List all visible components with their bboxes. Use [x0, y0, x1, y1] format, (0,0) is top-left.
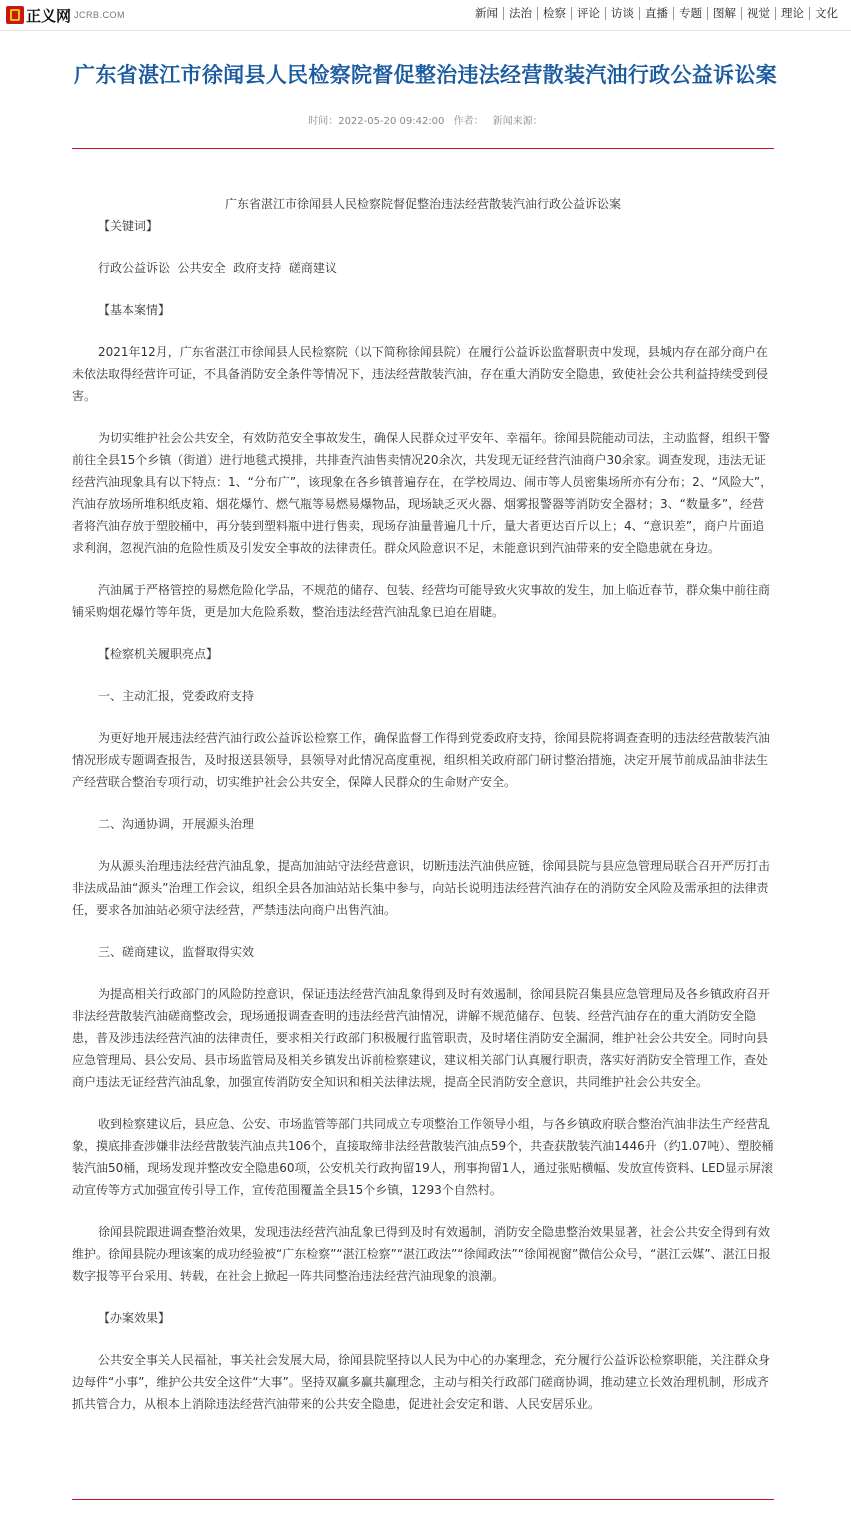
nav-item-graphics[interactable]: 图解: [707, 7, 741, 20]
keywords-text: 行政公益诉讼 公共安全 政府支持 磋商建议: [98, 261, 337, 275]
nav-item-commentary[interactable]: 评论: [571, 7, 605, 20]
meta-source: 新闻来源：: [492, 116, 543, 127]
heading-performance: 【检察机关履职亮点】: [98, 647, 219, 661]
section-heading-2: 二、沟通协调，开展源头治理: [98, 817, 255, 831]
nav-item-topics[interactable]: 专题: [673, 7, 707, 20]
title-divider: [72, 148, 774, 149]
nav-item-culture[interactable]: 文化: [809, 7, 843, 20]
paragraph-8: 徐闻县院跟进调查整治效果，发现违法经营汽油乱象已得到及时有效遏制，消防安全隐患整治效果显著，社会公共安全得到有效维护。徐闻县院办理该案的成功经验被“广东检察”“湛江检察”“湛江政法”“徐闻政法”“徐闻视窗”微信公众号，“湛江云媒”、湛江日报数字报等平台采用、转载，在社会上掀起一阵共同整治违法经营汽油现象的浪潮。: [72, 1225, 771, 1283]
heading-basic-facts: 【基本案情】: [98, 303, 171, 317]
logo-icon: [6, 6, 24, 24]
meta-time: 时间：2022-05-20 09:42:00: [308, 116, 445, 127]
paragraph-7: 收到检察建议后，县应急、公安、市场监管等部门共同成立专项整治工作领导小组，与各乡镇政府联合整治汽油非法生产经营乱象，摸底排查涉嫌非法经营散装汽油点共106个，直接取缔非法经营散装汽油点59个，共查获散装汽油1446升（约1.07吨）、塑胶桶装汽油50桶，现场发现并整改安全隐患60项，公安机关行政拘留19人，刑事拘留1人，通过张贴横幅、发放宣传资料、LED显示屏滚动宣传等方式加强宣传引导工作，宣传范围覆盖全县15个乡镇，1293个自然村。: [72, 1117, 774, 1197]
article-subtitle: 广东省湛江市徐闻县人民检察院督促整治违法经营散装汽油行政公益诉讼案: [224, 197, 621, 211]
paragraph-4: 为更好地开展违法经营汽油行政公益诉讼检察工作，确保监督工作得到党委政府支持，徐闻县院将调查查明的违法经营散装汽油情况形成专题调查报告，及时报送县领导，县领导对此情况高度重视，组织相关政府部门研讨整治措施，决定开展节前成品油非法生产经营联合整治专项行动，切实维护社会公共安全，保障人民群众的生命财产安全。: [72, 731, 771, 789]
top-bar: [0, 0, 851, 31]
nav-item-law[interactable]: 法治: [503, 7, 537, 20]
nav-item-live[interactable]: 直播: [639, 7, 673, 20]
paragraph-2: 为切实维护社会公共安全，有效防范安全事故发生，确保人民群众过平安年、幸福年。徐闻县院能动司法，主动监督，组织干警前往全县15个乡镇（街道）进行地毯式摸排，共排查汽油售卖情况20余次，共发现无证经营汽油商户30余家。调查发现，违法无证经营汽油现象具有以下特点：1、“分布广”，该现象在各乡镇普遍存在，在学校周边、闹市等人员密集场所亦有分布；2、“风险大”，汽油存放场所堆积纸皮箱、烟花爆竹、燃气瓶等易燃易爆物品，现场缺乏灭火器、烟雾报警器等消防安全器材；3、“数量多”，经营者将汽油存放于塑胶桶中，再分装到塑料瓶中进行售卖，现场存油量普遍几十斤，量大者更达百斤以上；4、“意识差”，商户片面追求利润，忽视汽油的危险性质及引发安全事故的法律责任。群众风险意识不足，未能意识到汽油带来的安全隐患就在身边。: [72, 431, 773, 555]
logo-domain: JCRB.COM: [74, 10, 126, 20]
footer-divider: [72, 1499, 774, 1500]
heading-effect: 【办案效果】: [98, 1311, 171, 1325]
meta-author: 作者：: [453, 116, 484, 127]
nav-item-interview[interactable]: 访谈: [605, 7, 639, 20]
paragraph-3: 汽油属于严格管控的易燃危险化学品，不规范的储存、包装、经营均可能导致火灾事故的发生，加上临近春节，群众集中前往商铺采购烟花爆竹等年货，更是加大危险系数，整治违法经营汽油乱象已迫在眉睫。: [72, 583, 771, 619]
paragraph-9: 公共安全事关人民福祉，事关社会发展大局，徐闻县院坚持以人民为中心的办案理念，充分履行公益诉讼检察职能，关注群众身边每件“小事”，维护公共安全这件“大事”。坚持双赢多赢共赢理念，主动与相关行政部门磋商协调，推动建立长效治理机制，形成齐抓共管合力，从根本上消除违法经营汽油带来的公共安全隐患，促进社会安定和谐、人民安居乐业。: [72, 1353, 771, 1411]
site-logo[interactable]: [6, 4, 125, 26]
section-heading-1: 一、主动汇报，党委政府支持: [98, 689, 255, 703]
article-meta: [0, 112, 851, 127]
main-nav: [470, 7, 843, 20]
nav-item-visual[interactable]: 视觉: [741, 7, 775, 20]
nav-item-news[interactable]: 新闻: [475, 6, 498, 20]
heading-keywords: 【关键词】: [98, 219, 159, 233]
paragraph-6: 为提高相关行政部门的风险防控意识，保证违法经营汽油乱象得到及时有效遏制，徐闻县院召集县应急管理局及各乡镇政府召开非法经营散装汽油磋商整改会，现场通报调查查明的违法经营汽油情况，讲解不规范储存、包装、经营汽油存在的重大消防安全隐患，普及涉违法经营汽油的法律责任，要求相关行政部门积极履行监管职责，及时堵住消防安全漏洞，维护社会公共安全。同时向县应急管理局、县公安局、县市场监管局及相关乡镇发出诉前检察建议，建议相关部门认真履行职责，落实好消防安全管理工作，查处商户违法无证经营汽油乱象，加强宣传消防安全知识和相关法律法规，提高全民消防安全意识，共同维护社会公共安全。: [72, 987, 771, 1089]
section-heading-3: 三、磋商建议，监督取得实效: [98, 945, 255, 959]
nav-item-procuratorate[interactable]: 检察: [537, 7, 571, 20]
paragraph-5: 为从源头治理违法经营汽油乱象，提高加油站守法经营意识，切断违法汽油供应链，徐闻县院与县应急管理局联合召开严厉打击非法成品油“源头”治理工作会议，组织全县各加油站站长集中参与，向站长说明违法经营汽油存在的消防安全风险及需承担的法律责任，要求各加油站必须守法经营，严禁违法向商户出售汽油。: [72, 859, 771, 917]
logo-text: 正义网: [26, 6, 72, 25]
paragraph-1: 2021年12月，广东省湛江市徐闻县人民检察院（以下简称徐闻县院）在履行公益诉讼监督职责中发现，县城内存在部分商户在未依法取得经营许可证，不具备消防安全条件等情况下，违法经营散装汽油，存在重大消防安全隐患，致使社会公共利益持续受到侵害。: [72, 345, 769, 403]
page-title: 广东省湛江市徐闻县人民检察院督促整治违法经营散装汽油行政公益诉讼案: [74, 63, 777, 87]
article-body: [72, 193, 774, 1415]
nav-item-theory[interactable]: 理论: [775, 7, 809, 20]
